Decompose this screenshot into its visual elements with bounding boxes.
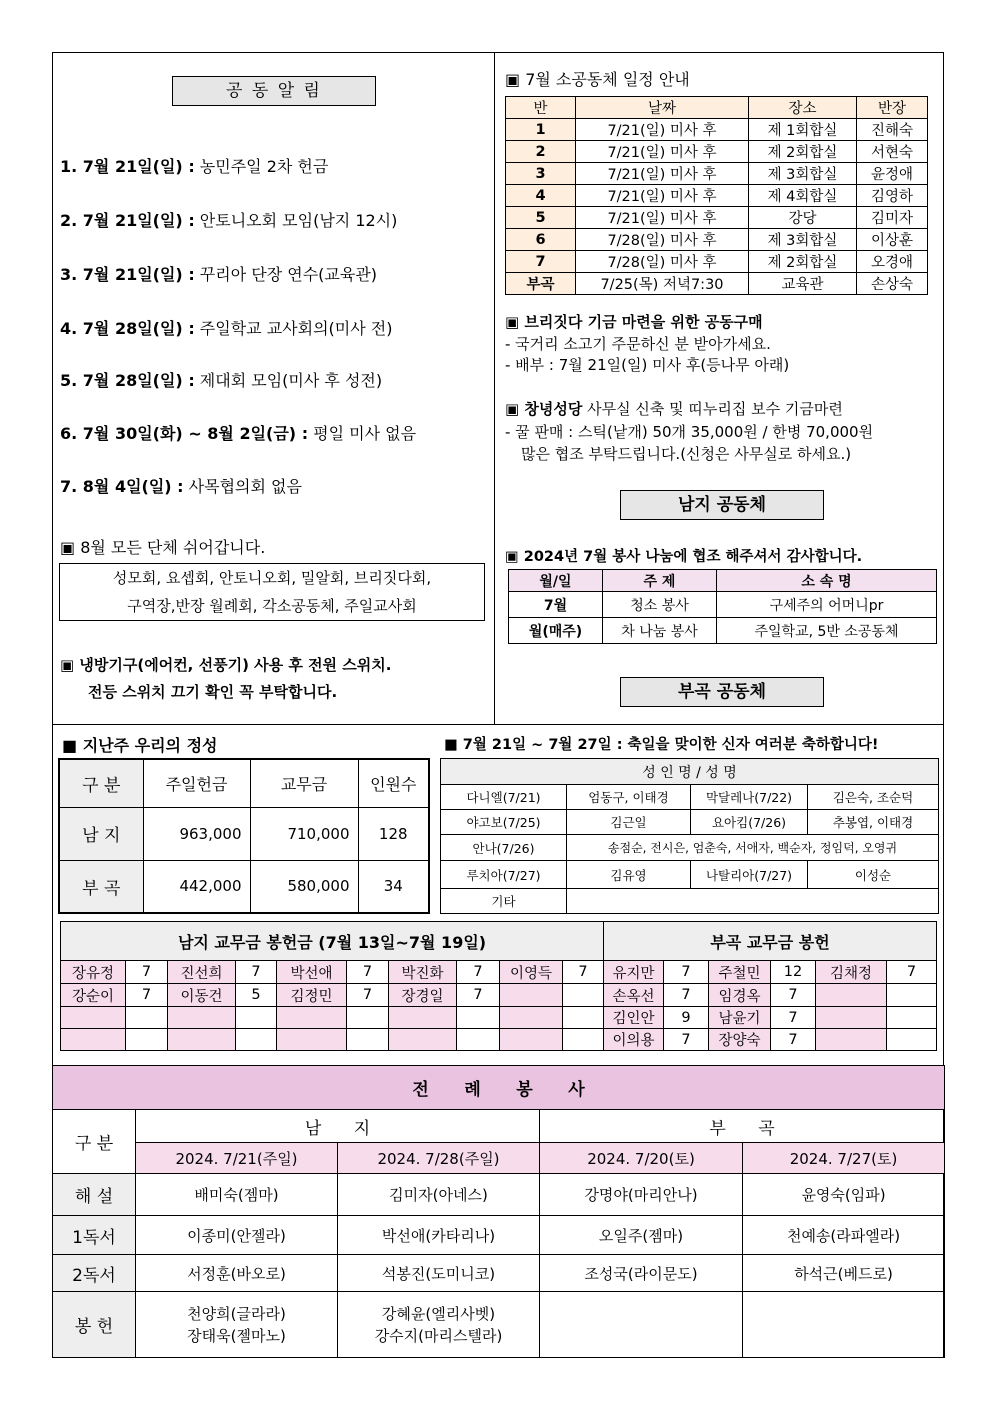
small-community-title: ▣ 7월 소공동체 일정 안내 — [505, 70, 690, 89]
rest-line: 구역장,반장 월례회, 각소공동체, 주일교사회 — [127, 597, 417, 615]
table-cell: 청소 봉사 — [603, 592, 717, 618]
liturgy-name: 강혜윤(엘리사벳) — [381, 1304, 496, 1323]
tithe-name: 장경일 — [389, 984, 457, 1007]
brigid-line: - 국거리 소고기 주문하신 분 받아가세요. — [505, 335, 771, 353]
table-cell: 김은숙, 조순덕 — [808, 785, 939, 810]
table-cell: 강당 — [749, 207, 857, 229]
notice-item: 5. 7월 28일(일) : 제대회 모임(미사 후 성전) — [60, 371, 383, 390]
liturgy-table — [52, 1065, 945, 1358]
table-header: 월/일 — [509, 570, 603, 592]
table-cell: 제 2회합실 — [749, 251, 857, 273]
tithe-amount: 7 — [771, 984, 816, 1007]
bugok-tithe-table — [603, 921, 937, 1051]
tithe-name: 장유정 — [61, 961, 126, 984]
table-cell: 3 — [506, 163, 576, 185]
tithe-name — [389, 1029, 457, 1051]
ac-notice-line: 전등 스위치 끄기 확인 꼭 부탁합니다. — [88, 683, 338, 701]
rest-title: ▣ 8월 모든 단체 쉬어갑니다. — [60, 538, 266, 557]
tithe-amount: 7 — [457, 984, 500, 1007]
tithe-amount — [563, 1007, 604, 1029]
tithe-name — [500, 1029, 563, 1051]
namji-volunteer-table — [508, 569, 937, 644]
table-cell: 제 3회합실 — [749, 163, 857, 185]
table-cell: 손상숙 — [857, 273, 928, 295]
table-cell: 442,000 — [143, 860, 250, 913]
table-cell: 제 4회합실 — [749, 185, 857, 207]
notice-item: 6. 7월 30일(화) ~ 8월 2일(금) : 평일 미사 없음 — [60, 424, 417, 443]
offering-title: ■ 지난주 우리의 정성 — [62, 736, 218, 755]
table-cell: 엄동구, 이태경 — [567, 785, 691, 810]
table-cell: 7/21(일) 미사 후 — [576, 141, 749, 163]
feast-title: ■ 7월 21일 ~ 7월 27일 : 축일을 맞이한 신자 여러분 축하합니다! — [444, 737, 879, 753]
table-cell: 오경애 — [857, 251, 928, 273]
tithe-name — [277, 1029, 347, 1051]
liturgy-cell: 강명야(마리안나) — [540, 1174, 743, 1216]
tithe-amount: 7 — [771, 1029, 816, 1051]
notice-item: 4. 7월 28일(일) : 주일학교 교사회의(미사 전) — [60, 319, 393, 338]
table-cell — [567, 889, 939, 914]
tithe-name: 김채정 — [816, 961, 887, 984]
tithe-name: 장양숙 — [709, 1029, 771, 1051]
liturgy-role: 1독서 — [53, 1216, 136, 1255]
liturgy-date: 2024. 7/21(주일) — [136, 1143, 338, 1174]
table-header: 주일헌금 — [143, 759, 250, 807]
table-cell: 7/25(목) 저녁7:30 — [576, 273, 749, 295]
table-cell: 다니엘(7/21) — [441, 785, 567, 810]
table-cell: 4 — [506, 185, 576, 207]
table-cell: 김유영 — [567, 861, 691, 889]
tithe-name — [816, 1029, 887, 1051]
table-cell: 월(매주) — [509, 618, 603, 644]
tithe-amount — [126, 1007, 168, 1029]
tithe-amount — [347, 1029, 389, 1051]
table-cell: 기타 — [441, 889, 567, 914]
liturgy-role: 봉 헌 — [53, 1292, 136, 1358]
offering-table — [58, 758, 430, 914]
liturgy-namji: 남 지 — [136, 1110, 540, 1143]
tithe-amount: 9 — [664, 1007, 709, 1029]
feast-table — [440, 758, 939, 914]
table-cell: 요아킴(7/26) — [691, 810, 808, 835]
table-cell: 963,000 — [143, 807, 250, 860]
table-header: 반 — [506, 97, 576, 119]
table-cell: 루치아(7/27) — [441, 861, 567, 889]
tithe-amount: 12 — [771, 961, 816, 984]
liturgy-cell: 배미숙(젬마) — [136, 1174, 338, 1216]
table-cell: 5 — [506, 207, 576, 229]
notice-item: 2. 7월 21일(일) : 안토니오회 모임(남지 12시) — [60, 211, 398, 230]
tithe-name — [816, 1007, 887, 1029]
liturgy-cell: 윤영숙(임파) — [743, 1174, 945, 1216]
table-header: 반장 — [857, 97, 928, 119]
liturgy-date: 2024. 7/28(주일) — [338, 1143, 540, 1174]
liturgy-cell: 이종미(안젤라) — [136, 1216, 338, 1255]
tithe-name — [277, 1007, 347, 1029]
tithe-amount: 7 — [771, 1007, 816, 1029]
table-cell: 진해숙 — [857, 119, 928, 141]
table-cell: 제 1회합실 — [749, 119, 857, 141]
liturgy-name: 강수지(마리스텔라) — [374, 1326, 503, 1345]
liturgy-cell — [136, 1292, 338, 1358]
table-cell: 710,000 — [250, 807, 358, 860]
liturgy-gubun: 구 분 — [53, 1110, 136, 1174]
liturgy-role: 2독서 — [53, 1255, 136, 1292]
liturgy-cell — [540, 1292, 743, 1358]
community-notice-title: 공 동 알 림 — [172, 76, 376, 106]
liturgy-cell: 김미자(아네스) — [338, 1174, 540, 1216]
brigid-title: ▣ 브리짓다 기금 마련을 위한 공동구매 — [505, 313, 763, 331]
tithe-amount — [457, 1007, 500, 1029]
namji-tithe-title: 남지 교무금 봉헌금 (7월 13일~7월 19일) — [61, 922, 604, 961]
table-cell: 나탈리아(7/27) — [691, 861, 808, 889]
table-cell: 7/21(일) 미사 후 — [576, 163, 749, 185]
namji-tithe-table — [60, 921, 604, 1051]
tithe-amount: 7 — [126, 984, 168, 1007]
table-cell: 구세주의 어머니pr — [717, 592, 937, 618]
tithe-amount: 7 — [126, 961, 168, 984]
table-cell: 7/21(일) 미사 후 — [576, 119, 749, 141]
tithe-amount — [887, 1029, 937, 1051]
tithe-name: 유지만 — [604, 961, 664, 984]
tithe-amount: 7 — [664, 961, 709, 984]
table-cell: 1 — [506, 119, 576, 141]
ac-notice-line: ▣ 냉방기구(에어컨, 선풍기) 사용 후 전원 스위치. — [60, 656, 392, 674]
tithe-amount — [236, 1007, 277, 1029]
changnyeong-line: 많은 협조 부탁드립니다.(신청은 사무실로 하세요.) — [521, 445, 852, 463]
table-header: 주 제 — [603, 570, 717, 592]
tithe-amount — [563, 984, 604, 1007]
liturgy-date: 2024. 7/20(토) — [540, 1143, 743, 1174]
tithe-name: 주철민 — [709, 961, 771, 984]
liturgy-title: 전 례 봉 사 — [53, 1066, 945, 1110]
tithe-name: 남윤기 — [709, 1007, 771, 1029]
table-header: 장소 — [749, 97, 857, 119]
table-cell: 7월 — [509, 592, 603, 618]
table-cell: 580,000 — [250, 860, 358, 913]
table-cell: 부곡 — [506, 273, 576, 295]
horizontal-divider — [52, 724, 944, 725]
liturgy-cell: 석봉진(도미니코) — [338, 1255, 540, 1292]
tithe-name — [816, 984, 887, 1007]
table-cell: 송점순, 전시은, 엄춘숙, 서애자, 백순자, 정임덕, 오영귀 — [567, 835, 939, 861]
table-header: 날짜 — [576, 97, 749, 119]
table-header: 구 분 — [59, 759, 143, 807]
tithe-amount — [126, 1029, 168, 1051]
notice-item: 7. 8월 4일(일) : 사목협의회 없음 — [60, 477, 302, 496]
tithe-name — [500, 1007, 563, 1029]
tithe-name: 이영득 — [500, 961, 563, 984]
table-cell: 서현숙 — [857, 141, 928, 163]
table-cell: 제 3회합실 — [749, 229, 857, 251]
table-cell: 김미자 — [857, 207, 928, 229]
tithe-name: 강순이 — [61, 984, 126, 1007]
notice-item: 1. 7월 21일(일) : 농민주일 2차 헌금 — [60, 157, 329, 176]
bugok-tithe-title: 부곡 교무금 봉헌 — [604, 922, 937, 961]
tithe-amount — [887, 984, 937, 1007]
table-header: 교무금 — [250, 759, 358, 807]
table-cell: 야고보(7/25) — [441, 810, 567, 835]
table-cell: 7/28(일) 미사 후 — [576, 229, 749, 251]
liturgy-cell: 하석근(베드로) — [743, 1255, 945, 1292]
table-row-label: 부 곡 — [59, 860, 143, 913]
liturgy-name: 천양희(글라라) — [187, 1304, 286, 1323]
tithe-name — [168, 1029, 236, 1051]
tithe-amount: 7 — [457, 961, 500, 984]
liturgy-cell: 오일주(젬마) — [540, 1216, 743, 1255]
tithe-name: 박선애 — [277, 961, 347, 984]
changnyeong-line: - 꿀 판매 : 스틱(낱개) 50개 35,000원 / 한병 70,000원 — [505, 423, 874, 441]
table-cell: 7/21(일) 미사 후 — [576, 207, 749, 229]
tithe-name: 이동건 — [168, 984, 236, 1007]
table-cell: 김근일 — [567, 810, 691, 835]
tithe-name — [61, 1029, 126, 1051]
table-cell: 이성순 — [808, 861, 939, 889]
table-cell: 안나(7/26) — [441, 835, 567, 861]
tithe-name — [168, 1007, 236, 1029]
tithe-amount — [347, 1007, 389, 1029]
tithe-amount — [457, 1029, 500, 1051]
rest-line: 성모회, 요셉회, 안토니오회, 밀알회, 브리짓다회, — [112, 569, 432, 587]
table-cell: 윤정애 — [857, 163, 928, 185]
tithe-name: 박진화 — [389, 961, 457, 984]
liturgy-cell: 박선애(카타리나) — [338, 1216, 540, 1255]
liturgy-cell: 서정훈(바오로) — [136, 1255, 338, 1292]
tithe-amount — [236, 1029, 277, 1051]
rest-box — [59, 563, 485, 621]
tithe-amount: 7 — [664, 984, 709, 1007]
tithe-amount: 7 — [563, 961, 604, 984]
tithe-name — [389, 1007, 457, 1029]
liturgy-cell: 조성국(라이문도) — [540, 1255, 743, 1292]
liturgy-bugok: 부 곡 — [540, 1110, 945, 1143]
liturgy-name: 장태욱(젤마노) — [187, 1326, 286, 1345]
tithe-name — [61, 1007, 126, 1029]
tithe-name: 이의용 — [604, 1029, 664, 1051]
tithe-amount: 7 — [347, 961, 389, 984]
tithe-amount — [887, 1007, 937, 1029]
liturgy-cell — [338, 1292, 540, 1358]
table-cell: 추봉엽, 이태경 — [808, 810, 939, 835]
tithe-amount: 7 — [887, 961, 937, 984]
tithe-name: 손옥선 — [604, 984, 664, 1007]
liturgy-cell — [743, 1292, 945, 1358]
table-cell: 34 — [358, 860, 429, 913]
table-cell: 7/28(일) 미사 후 — [576, 251, 749, 273]
table-header: 소 속 명 — [717, 570, 937, 592]
tithe-amount: 7 — [236, 961, 277, 984]
table-cell: 2 — [506, 141, 576, 163]
table-cell: 6 — [506, 229, 576, 251]
table-cell: 차 나눔 봉사 — [603, 618, 717, 644]
table-cell: 7/21(일) 미사 후 — [576, 185, 749, 207]
small-community-table — [505, 96, 928, 295]
tithe-amount: 7 — [664, 1029, 709, 1051]
tithe-amount — [563, 1029, 604, 1051]
brigid-line: - 배부 : 7월 21일(일) 미사 후(등나무 아래) — [505, 356, 790, 374]
namji-thanks: ▣ 2024년 7월 봉사 나눔에 협조 해주셔서 감사합니다. — [505, 549, 863, 565]
tithe-amount: 7 — [347, 984, 389, 1007]
table-cell: 김영하 — [857, 185, 928, 207]
tithe-name: 김정민 — [277, 984, 347, 1007]
notice-item: 3. 7월 21일(일) : 꾸리아 단장 연수(교육관) — [60, 265, 378, 284]
bugok-community-title: 부곡 공동체 — [620, 677, 824, 707]
tithe-amount: 5 — [236, 984, 277, 1007]
changnyeong-title: ▣ 창녕성당 사무실 신축 및 띠누리집 보수 기금마련 — [505, 400, 843, 418]
table-header: 인원수 — [358, 759, 429, 807]
liturgy-role: 해 설 — [53, 1174, 136, 1216]
column-divider — [494, 52, 495, 724]
liturgy-date: 2024. 7/27(토) — [743, 1143, 945, 1174]
table-header: 성 인 명 / 성 명 — [441, 759, 939, 785]
table-row-label: 남 지 — [59, 807, 143, 860]
table-cell: 128 — [358, 807, 429, 860]
table-cell: 교육관 — [749, 273, 857, 295]
tithe-name: 진선희 — [168, 961, 236, 984]
tithe-name: 김인안 — [604, 1007, 664, 1029]
tithe-name: 임경옥 — [709, 984, 771, 1007]
namji-community-title: 남지 공동체 — [620, 490, 824, 520]
table-cell: 막달레나(7/22) — [691, 785, 808, 810]
table-cell: 7 — [506, 251, 576, 273]
liturgy-cell: 천예송(라파엘라) — [743, 1216, 945, 1255]
table-cell: 이상훈 — [857, 229, 928, 251]
table-cell: 주일학교, 5반 소공동체 — [717, 618, 937, 644]
table-cell: 제 2회합실 — [749, 141, 857, 163]
tithe-name — [500, 984, 563, 1007]
